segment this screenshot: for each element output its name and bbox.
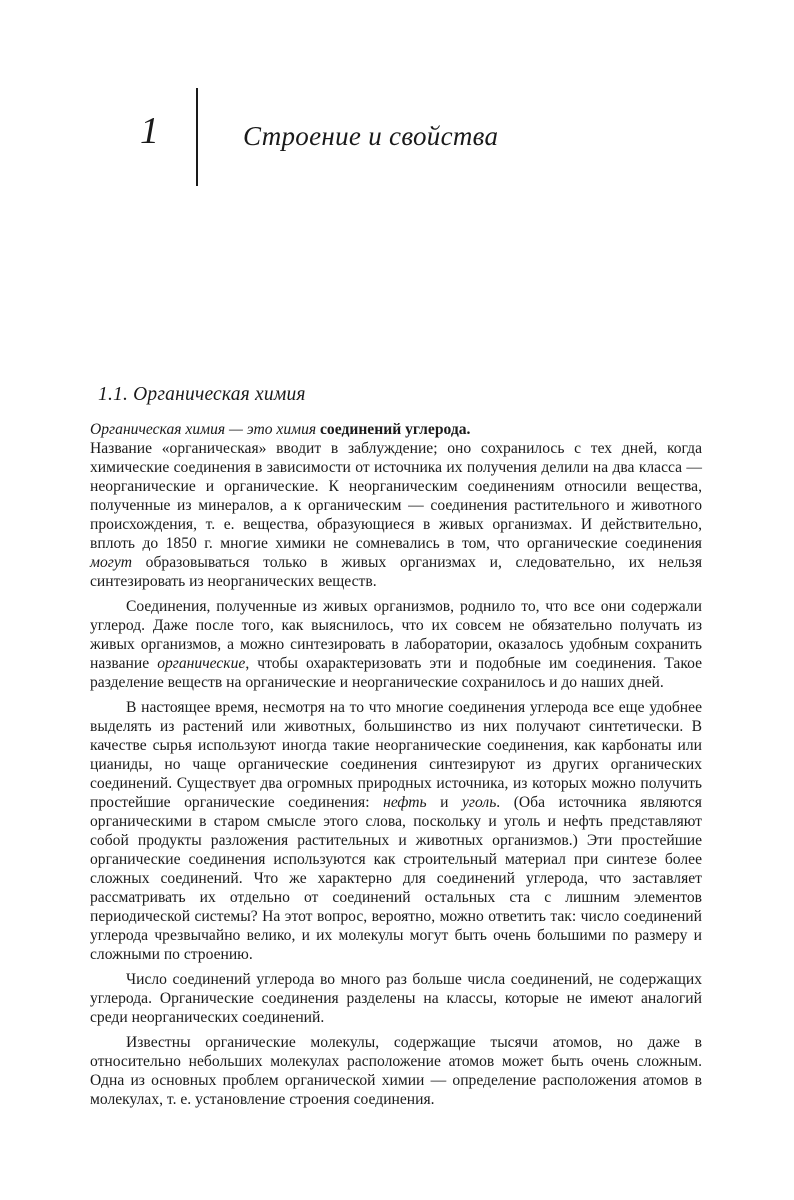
paragraph-5 [90,1033,702,1109]
chapter-title: Строение и свойства [243,121,499,151]
body-text [90,420,702,1109]
paragraph-1-emphasis: могут [90,554,133,571]
paragraph-3-text-end: . (Оба источника являются органическими в старом смысле этого слова, поскольку и уголь и нефть представляют собой продукты разложения растительных и животных организмов.) Эти простейшие органические соединения используются как строительный материал при синтезе более сложных соединений. Что же характерно для соединений углерода, что заставляет рассматривать их отдельно от соединений остальных ста с лишним элементов периодической системы? На этот вопрос, вероятно, можно ответить так: число соединений углерода чрезвычайно велико, и их молекулы могут быть очень большими по размеру и сложными по строению. [90,794,702,963]
paragraph-2 [90,597,702,692]
paragraph-1-text-end: образовываться только в живых организмах и, следовательно, их нельзя синтезировать из неорганических веществ. [90,554,702,590]
section-title: 1.1. Органическая химия [98,384,306,405]
paragraph-5-text: Известны органические молекулы, содержащие тысячи атомов, но даже в относительно небольших молекулах расположение атомов может быть очень сложным. Одна из основных проблем органической химии — определение расположения атомов в молекулах, т. е. установление строения соединения. [90,1034,702,1108]
paragraph-1 [90,420,702,591]
paragraph-1-text: Название «органическая» вводит в заблуждение; оно сохранилось с тех дней, когда химические соединения в зависимости от источника их получения делили на два класса — неорганические и органические. К неорганическим соединениям относили вещества, полученные из минералов, а к органическим — соединения растительного и животного происхождения, т. е. вещества, образующиеся в живых организмах. И действительно, вплоть до 1850 г. многие химики не сомневались в том, что органические соединения [90,440,702,552]
chapter-divider-rule [196,88,198,186]
paragraph-2-text-end: , чтобы охарактеризовать эти и подобные им соединения. Такое разделение веществ на органические и неорганические сохранилось и до наших дней. [90,655,703,691]
paragraph-3-text: В настоящее время, несмотря на то что многие соединения углерода все еще удобнее выделять из растений или животных, большинство из них получают синтетически. В качестве сырья используют иногда такие неорганические соединения, как карбонаты или цианиды, но чаще органические соединения синтезируют из других органических соединений. Существует два огромных природных источника, из которых можно получить простейшие органические соединения: [90,699,702,811]
paragraph-4-text: Число соединений углерода во много раз больше числа соединений, не содержащих углерода. Органические соединения разделены на классы, которые не имеют аналогий среди неорганических соединений. [90,971,702,1026]
paragraph-3 [90,698,702,964]
chapter-number: 1 [140,110,159,152]
paragraph-2-emphasis: органические [157,655,246,672]
definition-emphasis: соединений углерода. [320,421,471,438]
definition-lead: Органическая химия — это химия [90,421,321,438]
paragraph-3-text-mid: и [426,794,462,811]
paragraph-3-emphasis-coal: уголь [461,794,497,811]
paragraph-4 [90,970,702,1027]
paragraph-2-text: Соединения, полученные из живых организмов, роднило то, что все они содержали углерод. Даже после того, как выяснилось, что их совсем не обязательно получать из живых организмов, а можно синтезировать в лаборатории, оказалось удобным сохранить название [90,598,702,672]
paragraph-3-emphasis-oil: нефть [383,794,427,811]
